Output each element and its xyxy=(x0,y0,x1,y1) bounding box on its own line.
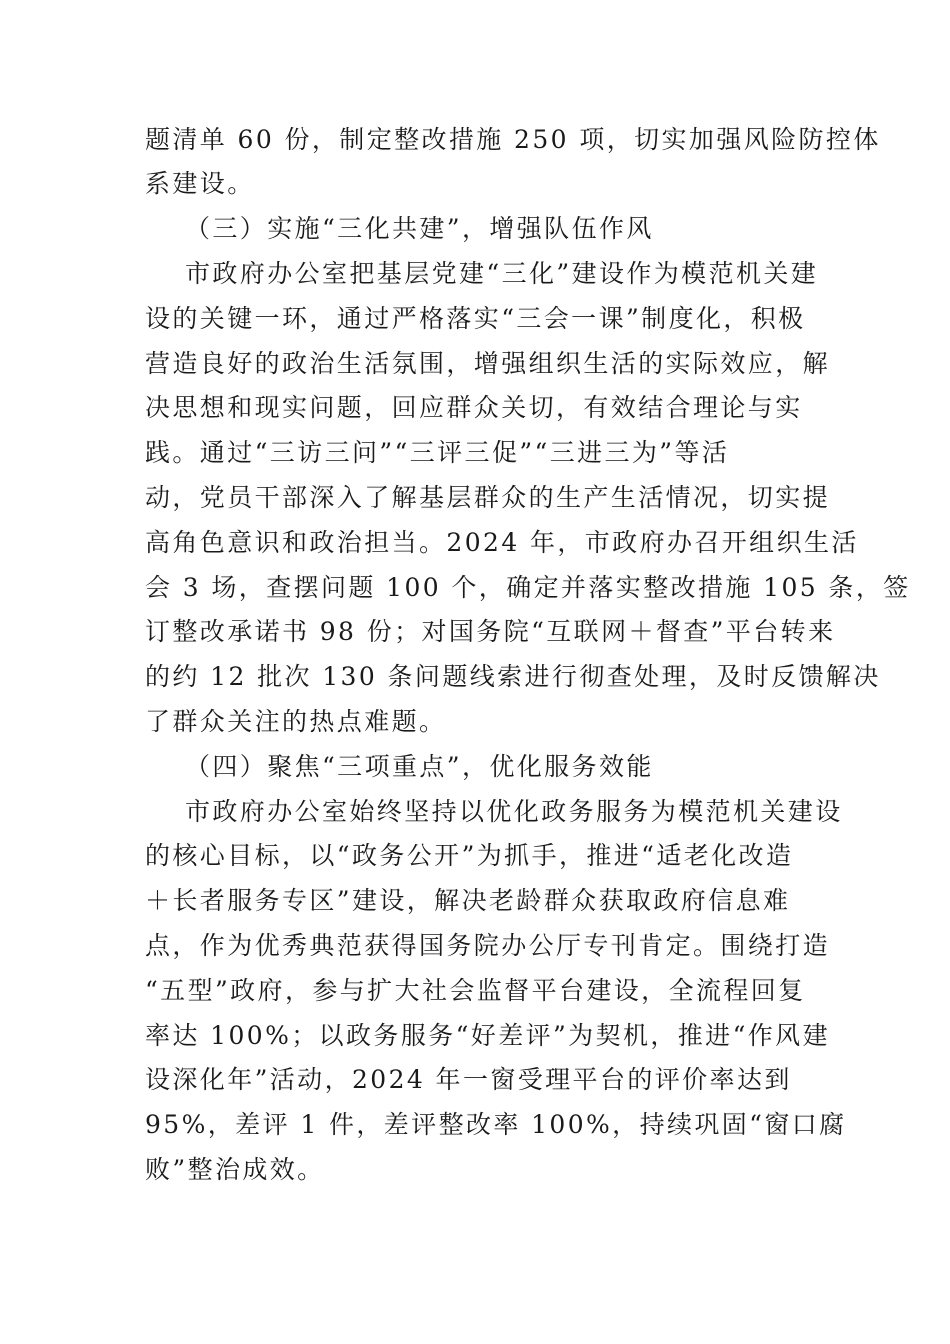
section-heading-3: （三）实施“三化共建”，增强队伍作风 xyxy=(185,214,654,243)
paragraph-line: 市政府办公室把基层党建“三化”建设作为模范机关建 xyxy=(185,259,819,288)
paragraph-line: 的约 12 批次 130 条问题线索进行彻查处理，及时反馈解决 xyxy=(145,662,881,691)
paragraph-line: 系建设。 xyxy=(145,169,255,198)
paragraph-line: 决思想和现实问题，回应群众关切，有效结合理论与实 xyxy=(145,393,803,422)
paragraph-line: 动，党员干部深入了解基层群众的生产生活情况，切实提 xyxy=(145,483,831,512)
paragraph-line: 高角色意识和政治担当。2024 年，市政府办召开组织生活 xyxy=(145,528,859,557)
paragraph-line: 市政府办公室始终坚持以优化政务服务为模范机关建设 xyxy=(185,797,843,826)
paragraph-line: 会 3 场，查摆问题 100 个，确定并落实整改措施 105 条，签 xyxy=(145,573,911,602)
paragraph-line: 败”整治成效。 xyxy=(145,1155,325,1184)
paragraph-line: 设深化年”活动，2024 年一窗受理平台的评价率达到 xyxy=(145,1065,792,1094)
paragraph-line: 率达 100%；以政务服务“好差评”为契机，推进“作风建 xyxy=(145,1021,830,1050)
section-heading-4: （四）聚焦“三项重点”，优化服务效能 xyxy=(185,752,654,781)
paragraph-line: “五型”政府，参与扩大社会监督平台建设，全流程回复 xyxy=(145,976,806,1005)
paragraph-line: 95%，差评 1 件，差评整改率 100%，持续巩固“窗口腐 xyxy=(145,1110,847,1139)
paragraph-line: 题清单 60 份，制定整改措施 250 项，切实加强风险防控体 xyxy=(145,125,881,154)
paragraph-line: 的核心目标，以“政务公开”为抓手，推进“适老化改造 xyxy=(145,841,794,870)
paragraph-line: 点，作为优秀典范获得国务院办公厅专刊肯定。围绕打造 xyxy=(145,931,831,960)
paragraph-line: 设的关键一环，通过严格落实“三会一课”制度化，积极 xyxy=(145,304,806,333)
paragraph-line: 营造良好的政治生活氛围，增强组织生活的实际效应，解 xyxy=(145,349,831,378)
paragraph-line: ＋长者服务专区”建设，解决老龄群众获取政府信息难 xyxy=(145,886,791,915)
paragraph-line: 了群众关注的热点难题。 xyxy=(145,707,447,736)
paragraph-line: 践。通过“三访三问”“三评三促”“三进三为”等活 xyxy=(145,438,730,467)
paragraph-line: 订整改承诺书 98 份；对国务院“互联网＋督查”平台转来 xyxy=(145,617,836,646)
